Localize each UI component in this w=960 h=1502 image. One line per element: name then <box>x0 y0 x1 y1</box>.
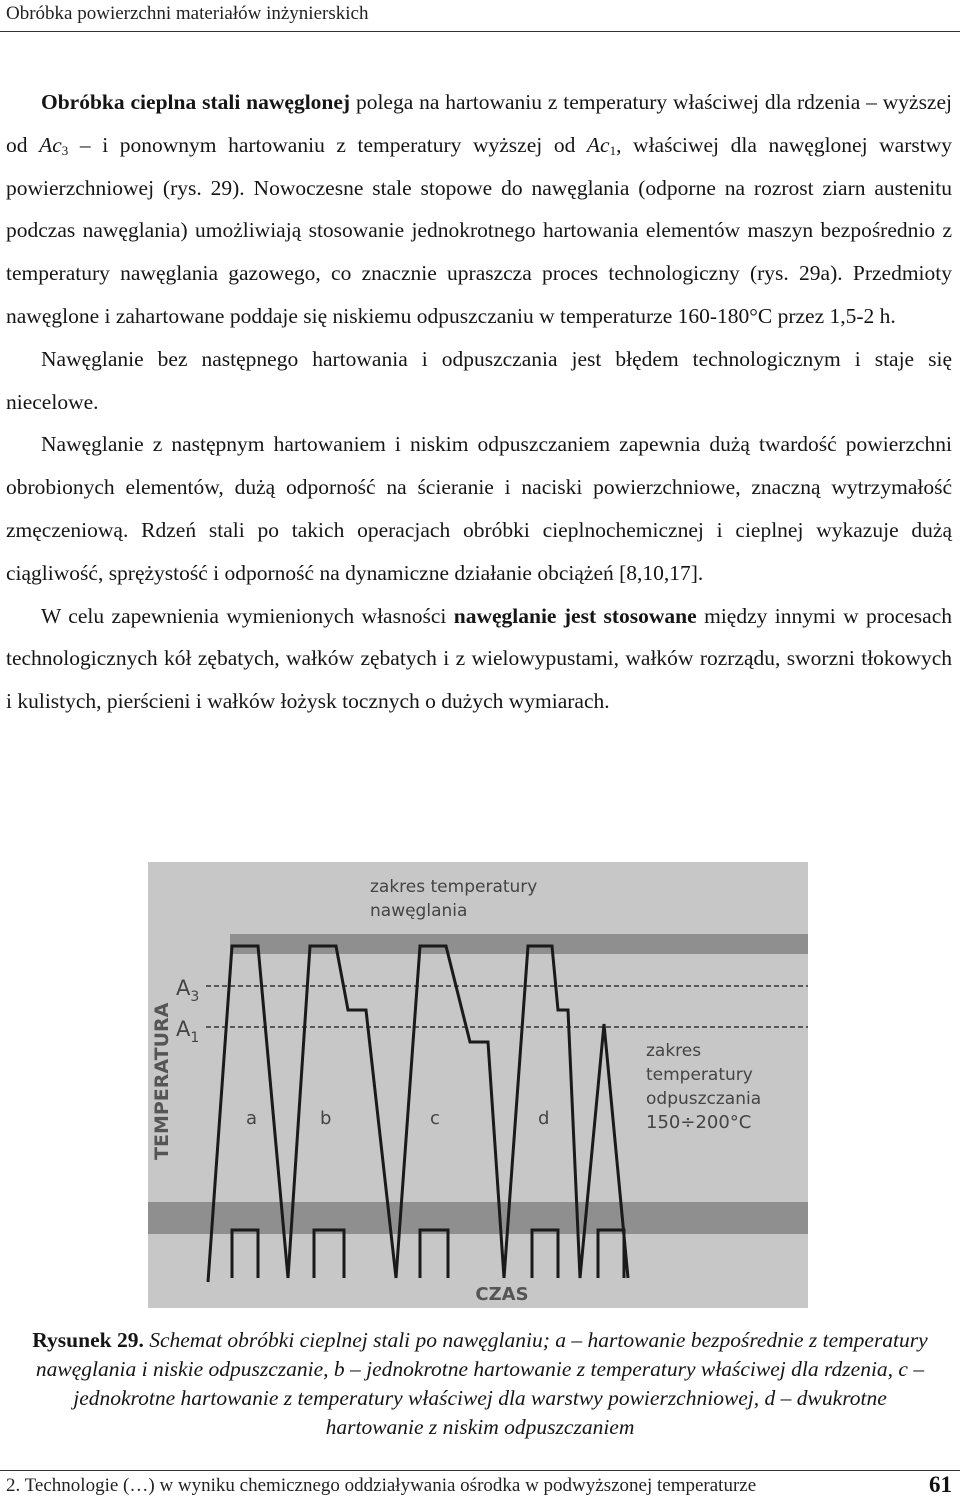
carburizing-band <box>230 934 808 954</box>
curve-d-label: d <box>538 1108 550 1129</box>
running-foot: 2. Technologie (…) w wyniku chemicznego oddziaływania ośrodka w podwyższonej temperaturze <box>6 1475 757 1496</box>
p4-text-2: między innymi w procesach technologicznych kół zębatych, wałków zębatych i z wielowypustami, wałków rozrządu, sworzni tłokowych i kulistych, pierścieni i wałków łożysk tocznych o dużych wymiarach. <box>6 603 952 714</box>
figure-caption <box>30 1326 930 1442</box>
x-axis-label: CZAS <box>475 1284 529 1305</box>
heat-treatment-diagram <box>148 862 808 1308</box>
a3-label: $A_3$ <box>176 976 200 1005</box>
body-text <box>6 81 952 723</box>
caption-text: Schemat obróbki cieplnej stali po nawęglaniu; a – hartowanie bezpośrednie z temperatury nawęglania i niskie odpuszczanie, b – jednokrotne hartowanie z temperatury właściwej dla rdzenia, c – jednokrotne hartowanie z temperatury właściwej dla warstwy powierzchniowej, d – dwukrotne hartowanie z niskim odpuszczaniem <box>35 1328 928 1439</box>
curve-a-label: a <box>246 1108 258 1129</box>
header-rule <box>0 31 960 32</box>
running-head: Obróbka powierzchni materiałów inżynierskich <box>6 3 369 24</box>
bold-lead: Obróbka cieplna stali nawęglonej <box>41 90 351 114</box>
paragraph-4 <box>6 595 952 723</box>
page-number: 61 <box>929 1472 952 1497</box>
footer-rule <box>0 1470 960 1471</box>
paragraph-3: Nawęglanie z następnym hartowaniem i niskim odpuszczaniem zapewnia dużą twardość powierzchni obrobionych elementów, dużą odporność na ścieranie i naciski powierzchniowe, znaczną wytrzymałość zmęczeniową. Rdzeń stali po takich operacjach obróbki cieplnochemicznej i cieplnej wykazuje dużą ciągliwość, sprężystość i odporność na dynamiczne działanie obciążeń [8,10,17]. <box>6 432 952 585</box>
a1-label: $A_1$ <box>176 1017 200 1046</box>
p1-text-1: polega na hartowaniu z temperatury właściwej dla rdzenia – wyższej od <box>6 90 952 157</box>
carburizing-label: zakres temperatury nawęglania <box>370 877 538 921</box>
p1-text-3: , właściwej dla nawęglonej warstwy powierzchniowej (rys. 29). Nowoczesne stale stopowe do nawęglania (odporne na rozrost ziarn austenitu podczas nawęglania) umożliwiają stosowanie jednokrotnego hartowania elementów maszyn bezpośrednio z temperatury nawęglania gazowego, co znacznie upraszcza proces technologiczny (rys. 29a). Przedmioty nawęglone i zahartowane poddaje się niskiemu odpuszczaniu w temperaturze 160-180°C przez 1,5-2 h. <box>6 132 952 328</box>
p1-text-2: – i ponownym hartowaniu z temperatury wyższej od <box>68 132 587 157</box>
curve-c-label: c <box>430 1108 440 1129</box>
p4-bold: nawęglanie jest stosowane <box>453 603 697 628</box>
curve-b-label: b <box>320 1108 332 1129</box>
ac-subscript: 3 <box>61 142 69 158</box>
paragraph-2: Nawęglanie bez następnego hartowania i odpuszczania jest błędem technologicznym i staje się niecelowe. <box>6 346 952 414</box>
ac-symbol: Ac <box>39 132 62 157</box>
caption-label: Rysunek 29. <box>32 1328 144 1352</box>
y-axis-label: TEMPERATURA <box>151 1002 173 1160</box>
p4-text-1: W celu zapewnienia wymienionych własności <box>41 603 454 628</box>
ac-subscript: 1 <box>609 142 617 158</box>
tempering-label: zakres temperatury odpuszczania 150÷200°C <box>646 1041 762 1133</box>
ac-symbol: Ac <box>586 132 610 157</box>
figure <box>148 862 808 1308</box>
paragraph-1 <box>6 81 952 338</box>
